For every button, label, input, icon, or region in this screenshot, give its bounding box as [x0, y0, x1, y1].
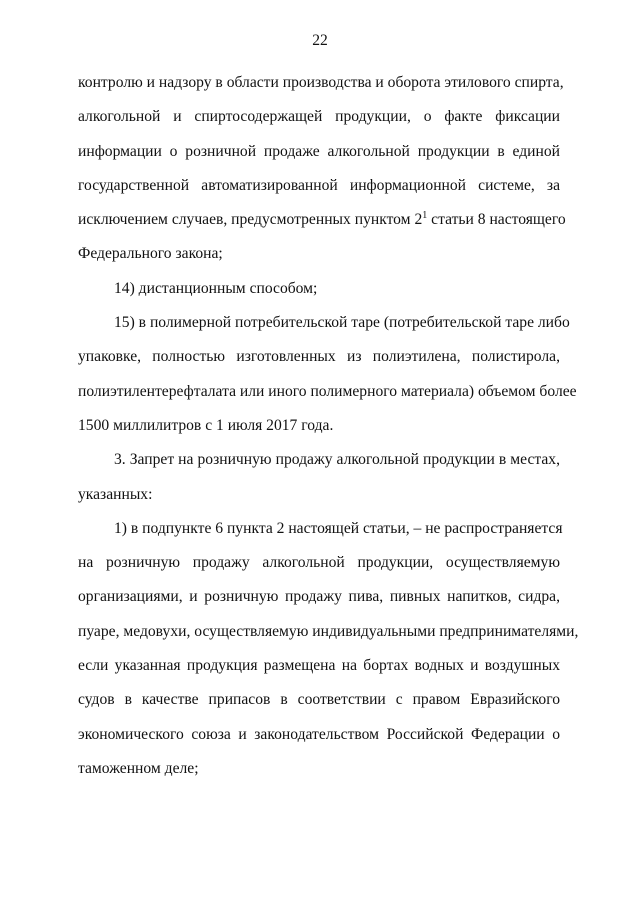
text-line: на розничную продажу алкогольной продукции, осуществляемую [78, 554, 560, 572]
text-line: таможенном деле; [78, 759, 199, 777]
text-segment: статьи 8 настоящего [427, 211, 566, 229]
text-line: указанных: [78, 485, 153, 503]
text-line: 3. Запрет на розничную продажу алкогольной продукции в местах, [114, 451, 560, 469]
text-line [78, 203, 566, 237]
text-line: 14) дистанционным способом; [114, 279, 318, 297]
text-line: алкогольной и спиртосодержащей продукции, о факте фиксации [78, 108, 560, 126]
text-line: если указанная продукция размещена на бортах водных и воздушных [78, 657, 560, 675]
text-segment: исключением случаев, предусмотренных пунктом 2 [78, 211, 423, 229]
document-body [78, 66, 579, 786]
page-number: 22 [312, 32, 328, 49]
text-line: упаковке, полностью изготовленных из полиэтилена, полистирола, [78, 348, 560, 366]
text-line: Федерального закона; [78, 245, 223, 263]
text-line: организациями, и розничную продажу пива, пивных напитков, сидра, [78, 588, 560, 606]
text-line: государственной автоматизированной информационной системе, за [78, 176, 560, 194]
text-line: полиэтилентерефталата или иного полимерного материала) объемом более [78, 382, 577, 400]
text-line: информации о розничной продаже алкогольной продукции в единой [78, 142, 560, 160]
text-line: контролю и надзору в области производства и оборота этилового спирта, [78, 74, 564, 91]
superscript: 1 [422, 210, 428, 222]
text-line: экономического союза и законодательством Российской Федерации о [78, 725, 560, 743]
text-line: 1) в подпункте 6 пункта 2 настоящей статьи, – не распространяется [114, 519, 563, 537]
text-line: судов в качестве припасов в соответствии с правом Евразийского [78, 691, 560, 709]
text-line: пуаре, медовухи, осуществляемую индивидуальными предпринимателями, [78, 622, 579, 640]
text-line: 1500 миллилитров с 1 июля 2017 года. [78, 416, 334, 434]
text-line: 15) в полимерной потребительской таре (потребительской таре либо [114, 314, 570, 332]
